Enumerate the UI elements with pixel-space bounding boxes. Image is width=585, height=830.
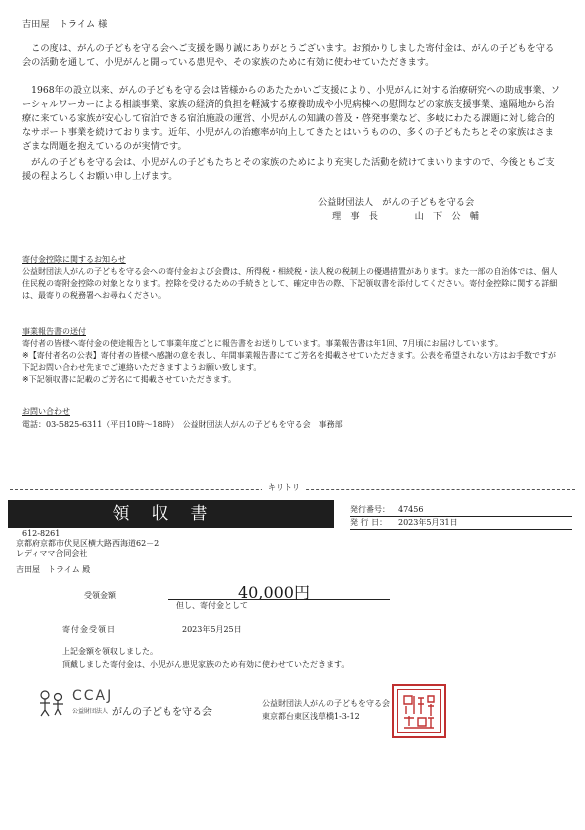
receipt-title: 領収書 [8,500,334,528]
issue-number: 47456 [398,505,424,514]
notice-heading: 事業報告書の送付 [22,327,86,336]
logo-acronym: CCAJ [72,688,114,704]
receipt-statement: 上記金額を領収しました。 [62,647,158,656]
issue-date: 2023年5月31日 [398,518,458,527]
issue-date-label: 発 行 日： [350,518,388,527]
logo-small-text: 公益財団法人 [72,708,109,715]
issuer-org: 公益財団法人がんの子どもを守る会 [262,699,390,708]
letter-paragraph: がんの子どもを守る会は、小児がんの子どもたちとその家族のためにより充実した活動を続けてまいりますので、今後ともご支援の程よろしくお願い申し上げます。 [22,157,555,182]
children-logo-icon [36,688,66,718]
letter-signer: 理 事 長 山 下 公 輔 [332,211,479,222]
receipt-date: 2023年5月25日 [182,625,242,634]
letter-paragraph: 1968年の設立以来、がんの子どもを守る会は皆様からのあたたかいご支援により、小児がんに対する治療研究への助成事業、ソーシャルワーカーによる相談事業、家族の経済的負担を軽減する療養助成や小児病棟への慰問などの家族支援事業、遠隔地から治療に来ている家族が安心して宿泊できる宿泊施設の運営、小児がんの知識の普及・啓発事業など、多岐にわたる課題に対し総合的なサポート事業を続けております。近年、小児がんの治癒率が向上してきたとはいうものの、多くの子どもたちとその家族はさまざまな問題を抱えているのが実情です。 [22,85,560,152]
contact-line: 電話：03-5825-6311（平日10時～18時） 公益財団法人がんの子どもを守る会 事務部 [22,420,343,429]
notice-body: 寄付者の皆様へ寄付金の使途報告として事業年度ごとに報告書をお送りしています。事業報告書は年1回、7月頃にお届けしています。 ※【寄付者名の公表】寄付者の皆様へ感謝の意を表し、年間事業報告書にてご芳名を掲載させていただきます。公表を希望されない方はお手数ですが下記お問い合わせ先までご連絡いただきますようお願い致します。 ※下記領収書に記載のご芳名にて掲載させていただきます。 [22,339,557,384]
amount-label: 受領金額 [84,591,116,600]
recipient-name: 吉田屋 トライム 殿 [16,565,91,574]
amount-value: 40,000円 [238,583,310,602]
amount-note: 但し、寄付金として [176,601,248,610]
cut-label: キリトリ [262,482,306,494]
postal-code: 612-8261 [22,529,61,538]
letter-org: 公益財団法人 がんの子どもを守る会 [318,197,475,208]
issuer-address: 東京都台東区浅草橋1-3-12 [262,712,360,721]
address-line: 京都府京都市伏見区横大路西海道62－2 [16,539,160,548]
company-name: レディママ合同会社 [16,549,88,558]
letter-paragraph: この度は、がんの子どもを守る会へご支援を賜り誠にありがとうございます。お預かりしました寄付金は、がんの子どもを守る会の活動を通して、小児がんと闘っている患児や、その家族のために有効に使わせていただきます。 [22,43,555,68]
logo-name: がんの子どもを守る会 [112,707,212,718]
divider [350,529,572,530]
addressee: 吉田屋 トライム 様 [22,19,108,30]
notice-heading: お問い合わせ [22,407,70,416]
seal-stamp [392,684,446,738]
issue-number-label: 発行番号： [350,505,390,514]
notice-heading: 寄付金控除に関するお知らせ [22,255,126,264]
receipt-date-label: 寄付金受領日 [62,625,116,634]
notice-body: 公益財団法人がんの子どもを守る会への寄付金および会費は、所得税・相続税・法人税の税制上の優遇措置があります。また一部の自治体では、個人住民税の寄附金控除の対象となります。控除を受けるための手続きとして、確定申告の際、下記領収書を添付してください。寄付金控除に関する詳細は、最寄りの税務署へお尋ねください。 [22,267,558,300]
receipt-statement: 頂戴しました寄付金は、小児がん患児家族のため有効に使わせていただきます。 [62,660,350,669]
